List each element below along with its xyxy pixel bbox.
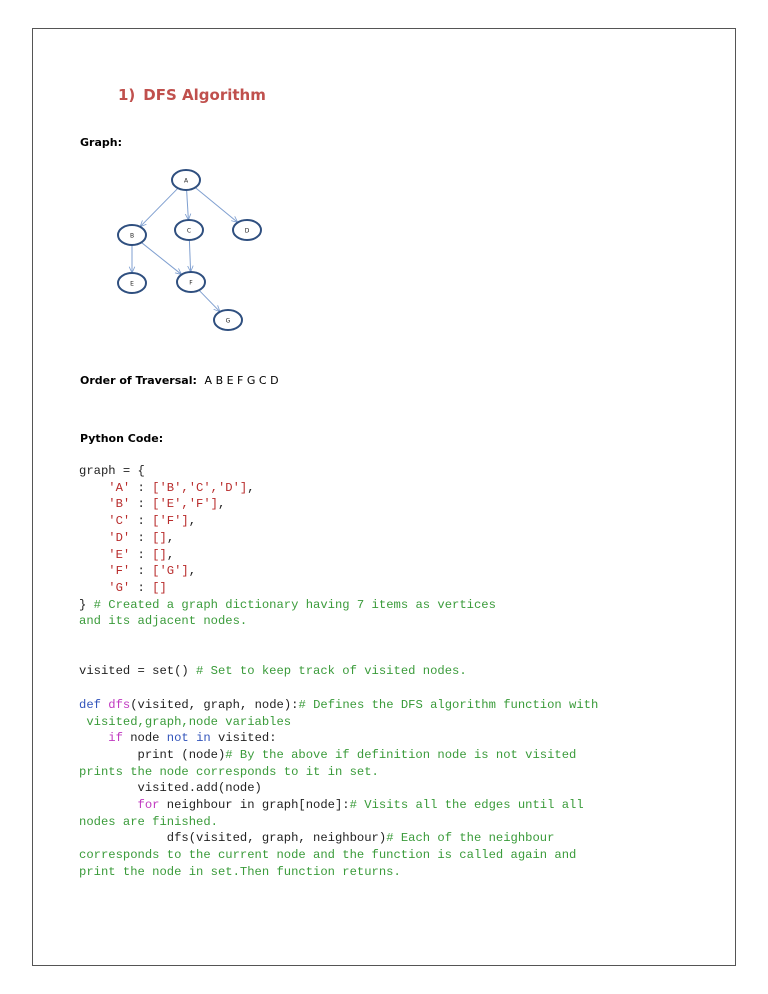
graph-edge-c-f — [189, 240, 190, 272]
code-for-keyword: for — [137, 798, 160, 813]
code-call-comment: # Each of the neighbour corresponds to the current node and the function is called again and print the node in set.Then function returns. — [79, 831, 577, 879]
code-entry-key: 'C' — [108, 514, 131, 529]
code-in-keyword: in — [196, 731, 211, 746]
graph-node-label: F — [189, 279, 193, 287]
code-graph-comment: # Created a graph dictionary having 7 items as vertices and its adjacent nodes. — [79, 597, 496, 629]
code-def-name: dfs — [108, 697, 131, 712]
code-entry-key: 'B' — [108, 497, 131, 512]
code-entry-value: [] — [152, 580, 167, 595]
code-entry-key: 'G' — [108, 580, 131, 595]
code-entry-separator: , — [166, 530, 175, 545]
code-entry-value: [] — [152, 547, 167, 562]
graph-diagram — [100, 160, 280, 340]
heading-title: DFS Algorithm — [143, 86, 266, 104]
graph-node-label: E — [130, 280, 134, 288]
code-block: graph = { 'A' : ['B','C','D'], 'B' : ['E','F'], 'C' : ['F'], 'D' : [], 'E' : [], 'F' : ['G'], 'G' : [] } # Created a graph dictionary having 7 items as vertices and its adjacent nodes. visited = set() # Set to keep track of visited nodes. def dfs(visited, graph, node):# Defines the DFS algorithm function with visited,graph,node variables if node not in visited: print (node)# By the above if definition node is not visited prints the node corresponds to it in set. visited.add(node) for neighbour in graph[node]:# Visits all the edges until all nodes are finished. dfs(visited, graph, neighbour)# Each of the neighbour corresponds to the current node and the function is called again and print the node in set.Then function returns. — [79, 464, 599, 879]
code-def-args: (visited, graph, node): — [130, 697, 299, 712]
code-def-comment: # Defines the DFS algorithm function with visited,graph,node variables — [86, 697, 599, 729]
graph-edge-a-b — [140, 188, 178, 227]
traversal-value: A B E F G C D — [204, 374, 279, 387]
code-entry-key: 'E' — [108, 547, 131, 562]
code-add-stmt: visited.add(node) — [137, 781, 262, 796]
code-label: Python Code: — [80, 432, 164, 445]
code-if-keyword: if — [108, 731, 123, 746]
code-visited-comment: # Set to keep track of visited nodes. — [196, 664, 467, 679]
code-print-comment: # By the above if definition node is not visited prints the node corresponds to it in set. — [79, 747, 577, 779]
code-entry-separator: , — [188, 564, 197, 579]
section-heading — [118, 86, 266, 104]
code-not-keyword: not — [166, 731, 189, 746]
traversal-line: Order of Traversal: A B E F G C D — [80, 374, 279, 387]
graph-node-label: B — [129, 232, 135, 240]
code-entry-separator: , — [166, 547, 175, 562]
code-entry-key: 'F' — [108, 564, 131, 579]
traversal-label: Order of Traversal — [80, 374, 193, 387]
code-entry-key: 'A' — [108, 480, 131, 495]
code-entry-separator: , — [188, 514, 197, 529]
graph-edge-a-d — [195, 188, 238, 223]
graph-edge-b-f — [141, 242, 181, 274]
code-entry-value: ['B','C','D'] — [152, 480, 248, 495]
code-graph-close: } — [79, 597, 94, 612]
code-print-stmt: print (node) — [137, 747, 226, 762]
graph-label: Graph: — [80, 136, 122, 149]
code-for-rest: neighbour in graph[node]: — [159, 798, 350, 813]
graph-node-label: A — [183, 177, 189, 185]
code-if-rest: visited: — [210, 731, 277, 746]
code-entry-value: ['G'] — [152, 564, 189, 579]
code-entry-value: ['F'] — [152, 514, 189, 529]
code-visited-stmt: visited = set() — [79, 664, 197, 679]
graph-node-label: C — [186, 227, 192, 235]
graph-edge-f-g — [199, 290, 220, 312]
graph-edge-a-c — [187, 190, 189, 220]
code-entry-value: ['E','F'] — [152, 497, 218, 512]
heading-number: 1) — [118, 86, 136, 104]
code-graph-open: graph = { — [79, 464, 145, 478]
code-entry-separator: , — [247, 480, 255, 495]
code-call-stmt: dfs(visited, graph, neighbour) — [166, 831, 387, 846]
graph-node-label: D — [244, 227, 250, 235]
code-entry-value: [] — [152, 530, 167, 545]
code-entry-separator: , — [218, 497, 226, 512]
code-if-node: node — [122, 731, 167, 746]
graph-node-label: G — [225, 317, 231, 325]
code-for-comment: # Visits all the edges until all nodes are finished. — [79, 798, 584, 829]
code-entry-key: 'D' — [108, 530, 131, 545]
code-def-keyword: def — [79, 697, 101, 712]
